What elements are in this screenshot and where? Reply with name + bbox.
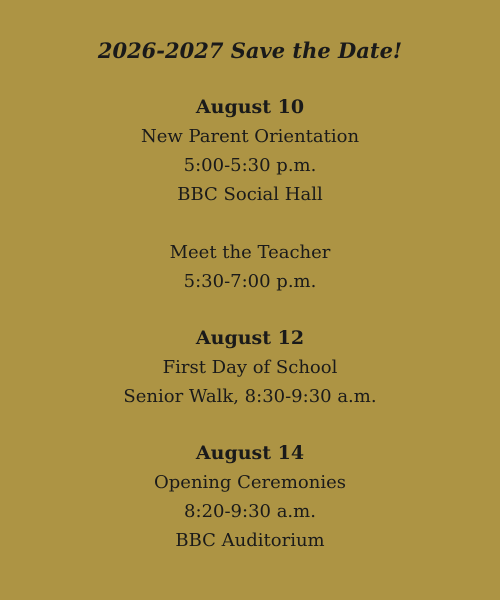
event-block-august-12 (0, 324, 500, 411)
event-date: August 14 (195, 442, 305, 464)
event-time: 5:30-7:00 p.m. (183, 271, 317, 292)
event-block-august-10 (0, 93, 500, 209)
event-name: Meet the Teacher (169, 242, 331, 263)
event-location: BBC Auditorium (175, 530, 325, 551)
event-name: New Parent Orientation (140, 126, 360, 147)
page-title: 2026-2027 Save the Date! (97, 38, 403, 63)
event-block-august-14 (0, 439, 500, 555)
event-date: August 12 (195, 327, 305, 349)
event-time: 5:00-5:30 p.m. (183, 155, 317, 176)
event-name: Opening Ceremonies (154, 472, 346, 493)
event-location: BBC Social Hall (177, 184, 323, 205)
event-block-meet-the-teacher (0, 238, 500, 296)
event-time: 8:20-9:30 a.m. (184, 501, 316, 522)
event-date: August 10 (195, 96, 305, 118)
event-time: Senior Walk, 8:30-9:30 a.m. (123, 386, 377, 407)
event-name: First Day of School (162, 357, 338, 378)
